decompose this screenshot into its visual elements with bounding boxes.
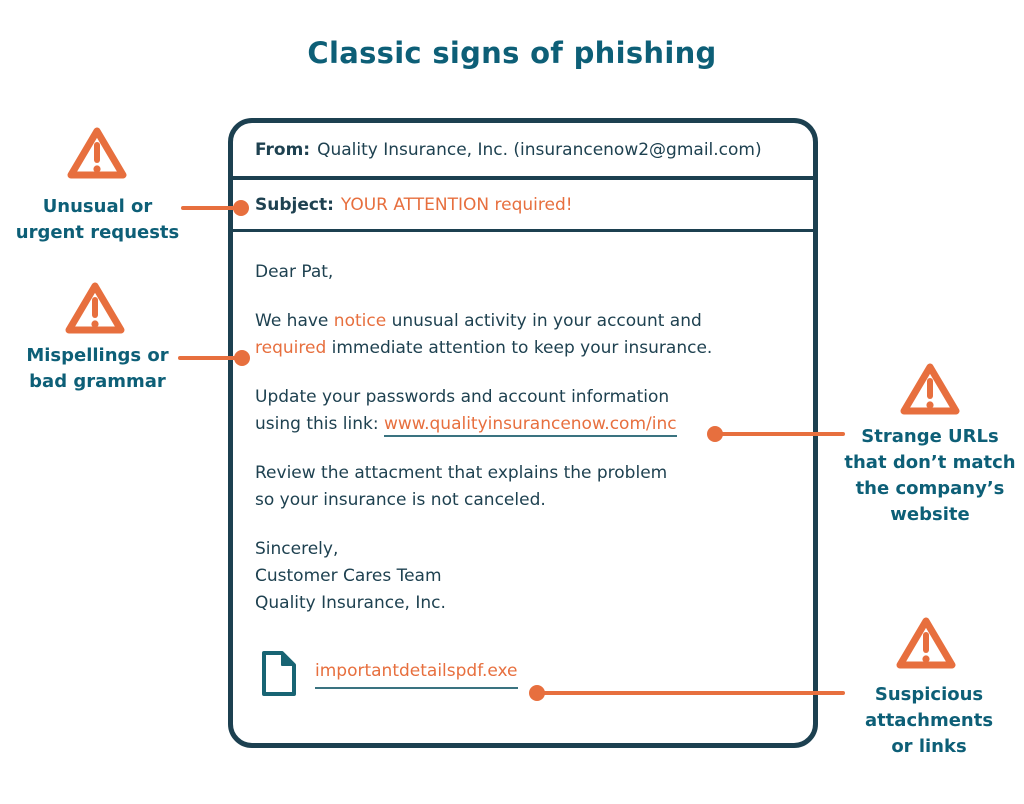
connector-dot [707, 426, 723, 442]
p2-text: Update your passwords and account information [255, 387, 670, 407]
connector-dot [234, 350, 250, 366]
email-paragraph-3 [255, 460, 791, 514]
p1-text: unusual activity in your account and [386, 311, 702, 331]
email-paragraph-1 [255, 308, 791, 362]
connector-dot [529, 685, 545, 701]
annotation-line: Unusual or [42, 196, 153, 217]
connector-line [717, 432, 845, 436]
subject-value: YOUR ATTENTION required! [340, 194, 573, 215]
connector-dot [233, 200, 249, 216]
email-signature [255, 536, 791, 617]
attachment-link[interactable]: importantdetailspdf.exe [315, 658, 518, 689]
document-icon [261, 650, 297, 697]
annotation-line: urgent requests [15, 222, 180, 243]
annotation-mispellings [5, 343, 190, 395]
annotation-line: or links [891, 736, 967, 757]
p1-text: immediate attention to keep your insurance. [326, 338, 713, 358]
sig-line: Quality Insurance, Inc. [255, 593, 446, 613]
email-from-row [233, 123, 813, 180]
annotation-line: Suspicious [874, 684, 984, 705]
subject-label: Subject: [255, 194, 334, 215]
warning-triangle-icon [894, 614, 958, 672]
from-label: From: [255, 139, 311, 160]
annotation-line: bad grammar [29, 371, 166, 392]
connector-line [539, 691, 845, 695]
misspelled-word-required: required [255, 338, 327, 358]
annotation-line: Mispellings or [26, 345, 169, 366]
email-body [233, 232, 813, 697]
sig-line: Customer Cares Team [255, 566, 442, 586]
phishing-url-link[interactable]: www.qualityinsurancenow.com/inc [384, 414, 677, 437]
warning-triangle-icon [898, 360, 962, 418]
annotation-suspicious-attachments [840, 682, 1018, 760]
annotation-unusual-requests [5, 194, 190, 246]
from-value: Quality Insurance, Inc. (insurancenow2@gmail.com) [317, 139, 762, 160]
p2-text: using this link: [255, 414, 384, 434]
page-title: Classic signs of phishing [307, 36, 717, 70]
greeting-text: Dear Pat, [255, 262, 334, 282]
annotation-line: Strange URLs [861, 426, 999, 447]
connector-line [178, 356, 238, 360]
sig-line: Sincerely, [255, 539, 339, 559]
p3-text: so your insurance is not canceled. [255, 490, 546, 510]
attachment-row [255, 650, 791, 697]
p3-text: Review the attacment that explains the problem [255, 463, 668, 483]
annotation-strange-urls [836, 424, 1024, 528]
annotation-line: the company’s [855, 478, 1005, 499]
misspelled-word-notice: notice [333, 311, 387, 331]
annotation-line: website [890, 504, 970, 525]
annotation-line: attachments [864, 710, 994, 731]
warning-triangle-icon [63, 279, 127, 337]
connector-line [181, 206, 237, 210]
p1-text: We have [255, 311, 334, 331]
email-greeting [255, 259, 791, 286]
email-subject-row [233, 180, 813, 232]
warning-triangle-icon [65, 124, 129, 182]
annotation-line: that don’t match [844, 452, 1016, 473]
